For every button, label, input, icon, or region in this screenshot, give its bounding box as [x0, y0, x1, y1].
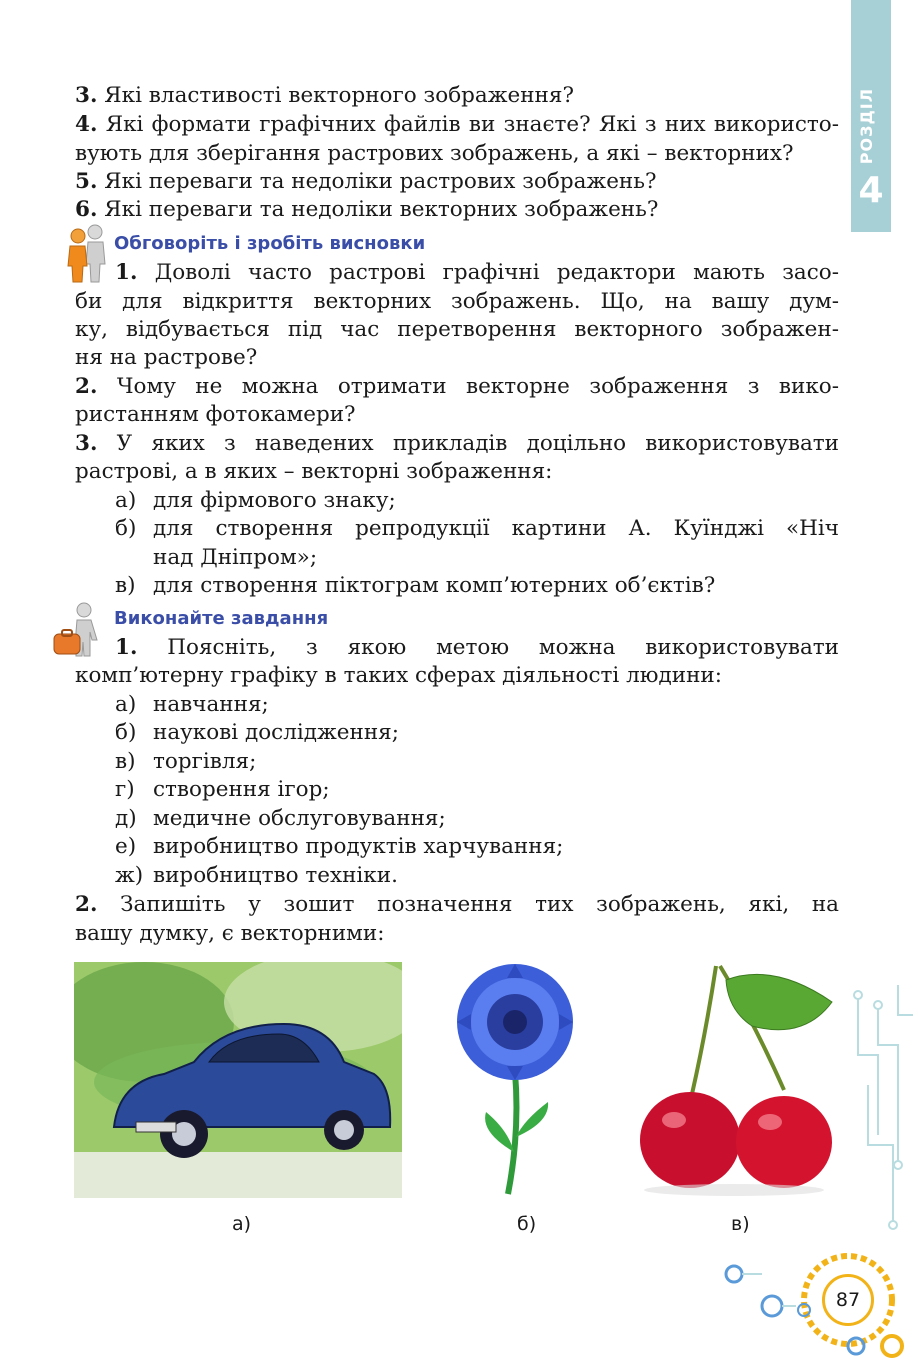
chapter-number: 4 — [858, 170, 884, 211]
question-4-line-1: 4. Які формати графічних файлів ви знаєте? Які з них використо- — [75, 112, 839, 137]
task-heading: Виконайте завдання — [114, 608, 329, 629]
page-number: 87 — [822, 1274, 874, 1326]
discuss-q1-line-4: ня на растрове? — [75, 345, 258, 370]
task-q1-line-2: комп’ютерну графіку в таких сферах діяльності людини: — [75, 663, 722, 688]
task-q2-line-1: 2. Запишіть у зошит позначення тих зображень, які, на — [75, 892, 839, 917]
figure-c-caption: в) — [731, 1213, 750, 1235]
discuss-q3-line-1: 3. У яких з наведених прикладів доцільно використовувати — [75, 431, 839, 456]
car-painting-image — [74, 962, 402, 1198]
discuss-item-b-cont: над Дніпром»; — [153, 545, 318, 570]
discuss-heading: Обговоріть і зробіть висновки — [114, 233, 426, 254]
figure-a-caption: а) — [232, 1213, 252, 1235]
cornflower-image — [430, 962, 600, 1198]
task-q2-line-2: вашу думку, є векторними: — [75, 921, 385, 946]
discuss-q3-line-2: растрові, а в яких – векторні зображення: — [75, 459, 553, 484]
worker-with-bag-icon — [50, 600, 110, 662]
question-4-line-2: вують для зберігання растрових зображень, а які – векторних? — [75, 141, 794, 166]
question-5: 5. Які переваги та недоліки растрових зображень? — [75, 169, 657, 194]
discuss-q2-line-2: ристанням фотокамери? — [75, 402, 356, 427]
discuss-q1-line-1: 1. Доволі часто растрові графічні редактори мають засо- — [115, 260, 839, 285]
cherries-image — [634, 962, 840, 1198]
discussing-people-icon — [66, 222, 110, 284]
chapter-word: РОЗДІЛ — [857, 88, 876, 165]
discuss-q1-line-2: би для відкриття векторних зображень. Що, на вашу дум- — [75, 289, 839, 314]
discuss-q2-line-1: 2. Чому не можна отримати векторне зображення з вико- — [75, 374, 839, 399]
question-6: 6. Які переваги та недоліки векторних зображень? — [75, 197, 659, 222]
chapter-tab — [851, 0, 891, 232]
gears-decoration — [712, 1236, 918, 1360]
discuss-q1-line-3: ку, відбувається під час перетворення векторного зображен- — [75, 317, 839, 342]
figure-b-caption: б) — [517, 1213, 537, 1235]
question-3: 3. Які властивості векторного зображення? — [75, 83, 574, 108]
task-q1-line-1: 1. Поясніть, з якою метою можна використовувати — [115, 635, 839, 660]
